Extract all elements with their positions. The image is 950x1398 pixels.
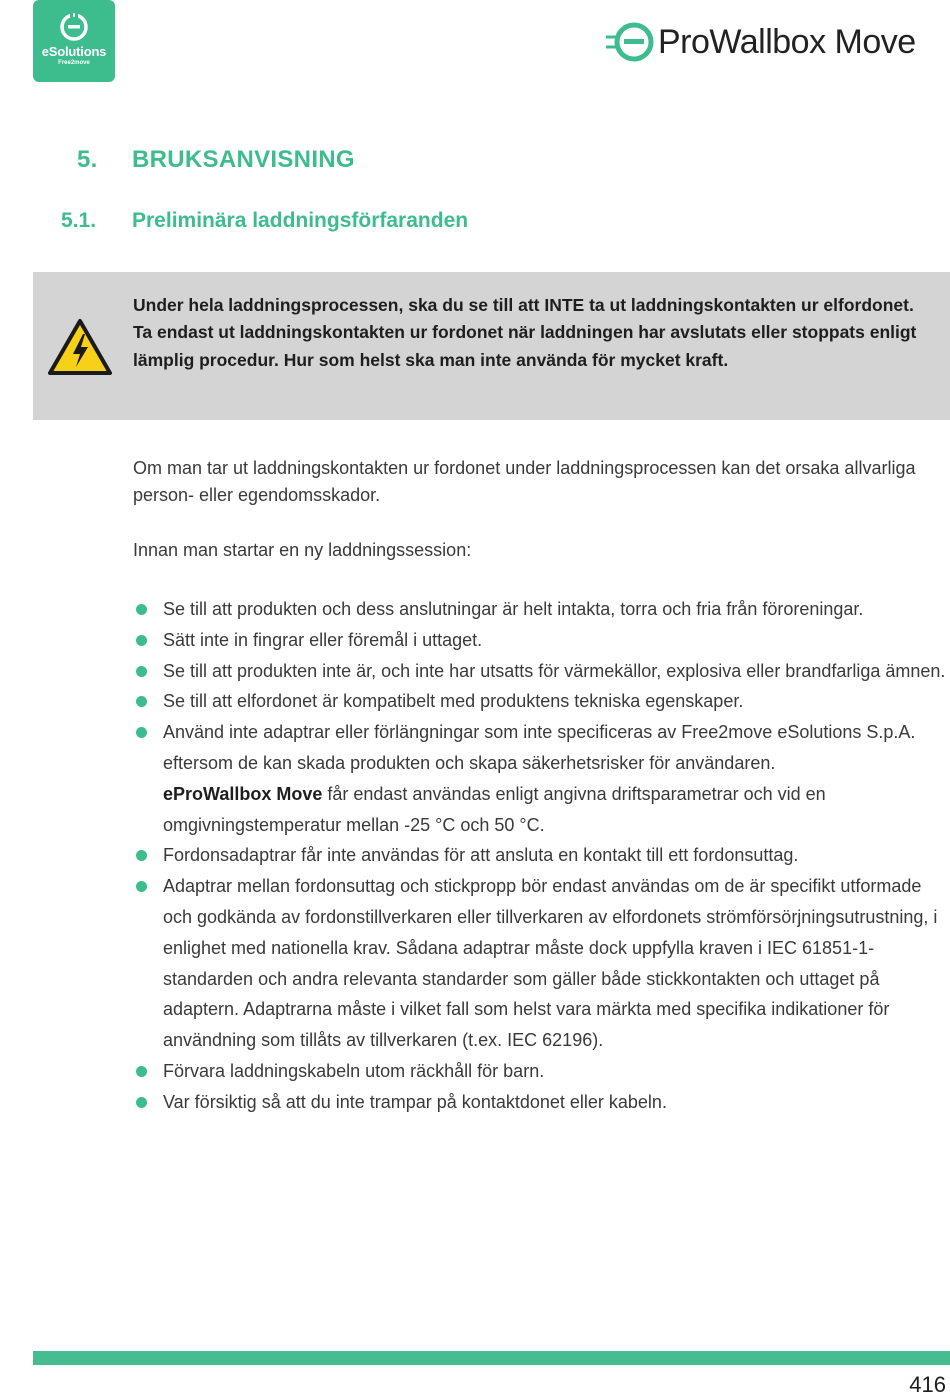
warning-box bbox=[33, 272, 950, 420]
list-item-text: Fordonsadaptrar får inte användas för att ansluta en kontakt till ett fordonsuttag. bbox=[163, 845, 799, 866]
list-item bbox=[133, 656, 948, 687]
footer-bar bbox=[33, 1351, 950, 1365]
page-number: 416 bbox=[909, 1372, 946, 1397]
list-item-text: Använd inte adaptrar eller förlängningar som inte specificeras av Free2move eSolutions S.p.A. eftersom de kan skada produkten och skapa säkerhetsrisker för användaren. bbox=[163, 722, 916, 773]
bullet-dot-icon bbox=[136, 635, 147, 646]
warning-text: Under hela laddningsprocessen, ska du se till att INTE ta ut laddningskontakten ur elfordonet. Ta endast ut laddningskontakten ur fordonet när laddningen har avslutats eller stoppats enligt lämplig procedur. Hur som helst ska man inte använda för mycket kraft. bbox=[133, 295, 917, 370]
list-item-text: Se till att produkten inte är, och inte har utsatts för värmekällor, explosiva eller brandfarliga ämnen. bbox=[163, 660, 946, 681]
bullet-dot-icon bbox=[136, 881, 147, 892]
plug-e-icon bbox=[57, 12, 91, 42]
bullet-dot-icon bbox=[136, 1097, 147, 1108]
logo-sub-text: Free2move bbox=[58, 60, 90, 66]
list-item bbox=[133, 1056, 948, 1087]
list-item bbox=[133, 686, 948, 717]
precaution-list bbox=[133, 594, 948, 1118]
bullet-dot-icon bbox=[136, 727, 147, 738]
list-item bbox=[133, 594, 948, 625]
e-plug-icon bbox=[604, 19, 654, 65]
list-item-text: Var försiktig så att du inte trampar på kontaktdonet eller kabeln. bbox=[163, 1091, 667, 1112]
bullet-dot-icon bbox=[136, 696, 147, 707]
subsection-number: 5.1. bbox=[61, 209, 97, 232]
section-number: 5. bbox=[77, 146, 98, 173]
body-paragraph: Om man tar ut laddningskontakten ur fordonet under laddningsprocessen kan det orsaka allvarliga person- eller egendomsskador. bbox=[133, 458, 916, 506]
product-logo-text: ProWallbox Move bbox=[658, 22, 916, 61]
bullet-dot-icon bbox=[136, 850, 147, 861]
list-item-continuation: får endast användas enligt angivna driftsparametrar och vid en omgivningstemperatur mellan -25 °C och 50 °C. bbox=[163, 783, 826, 835]
list-item-text: Adaptrar mellan fordonsuttag och stickpropp bör endast användas om de är specifikt utformade och godkända av fordonstillverkaren eller tillverkaren av elfordonets strömförsörjningsutrustning, i enlighet med nationella krav. Sådana adaptrar måste dock uppfylla kraven i IEC 61851-1-standarden och andra relevanta standarder som gäller både stickkontakten och uttaget på adaptern. Adaptrarna måste i vilket fall som helst vara märkta med specifika indikationer för användning som tillåts av tillverkaren (t.ex. IEC 62196). bbox=[163, 876, 938, 1051]
list-item-text: Förvara laddningskabeln utom räckhåll för barn. bbox=[163, 1060, 545, 1081]
list-item bbox=[133, 625, 948, 656]
section-title: BRUKSANVISNING bbox=[132, 146, 355, 173]
esolutions-logo bbox=[33, 0, 115, 82]
list-item bbox=[133, 840, 948, 871]
bullet-dot-icon bbox=[136, 1066, 147, 1077]
list-item bbox=[133, 717, 948, 840]
list-item bbox=[133, 871, 948, 1056]
product-logo bbox=[604, 18, 916, 66]
bullet-dot-icon bbox=[136, 604, 147, 615]
list-item-text: Sätt inte in fingrar eller föremål i uttaget. bbox=[163, 629, 483, 650]
product-name: eProWallbox Move bbox=[163, 783, 323, 804]
logo-brand-text: eSolutions bbox=[41, 44, 107, 59]
subsection-title: Preliminära laddningsförfaranden bbox=[132, 209, 469, 232]
body-paragraph: Innan man startar en ny laddningssession: bbox=[133, 540, 472, 560]
high-voltage-warning-icon bbox=[47, 318, 113, 376]
list-item bbox=[133, 1087, 948, 1118]
bullet-dot-icon bbox=[136, 666, 147, 677]
list-item-text: Se till att produkten och dess anslutningar är helt intakta, torra och fria från föroreningar. bbox=[163, 599, 864, 619]
list-item-text: Se till att elfordonet är kompatibelt med produktens tekniska egenskaper. bbox=[163, 691, 744, 712]
